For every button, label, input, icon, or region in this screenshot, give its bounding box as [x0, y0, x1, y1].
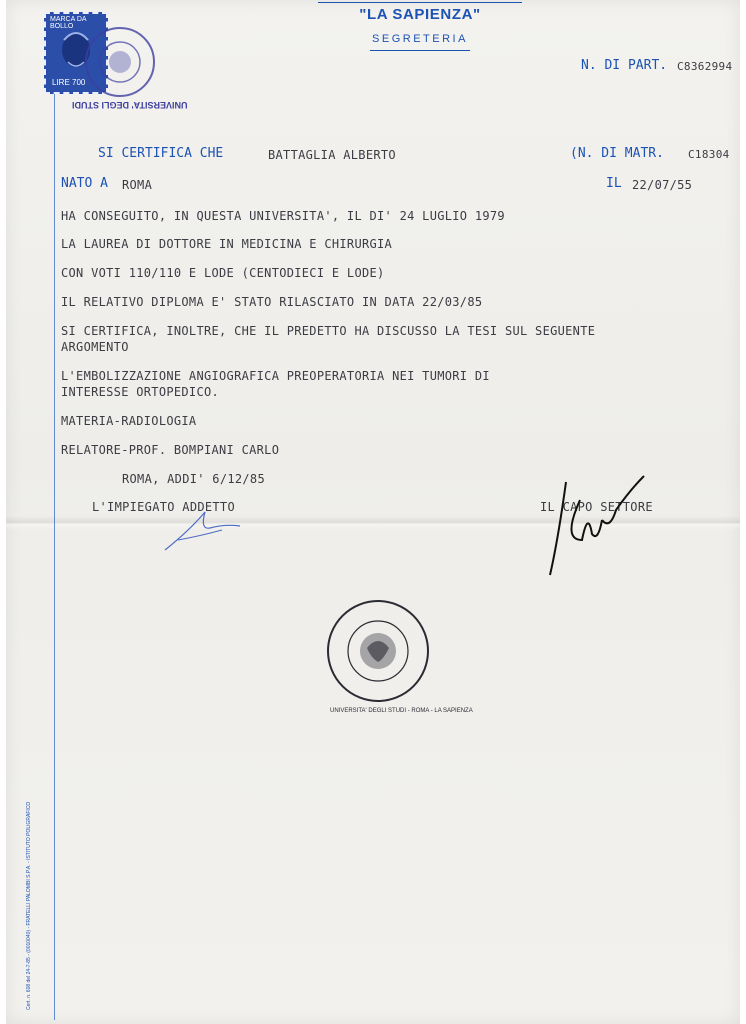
partita-value: C8362994 — [677, 60, 733, 73]
header-top-rule — [318, 2, 522, 3]
institution-title: "LA SAPIENZA" — [359, 6, 481, 23]
supervisor-line: RELATORE-PROF. BOMPIANI CARLO — [61, 443, 280, 457]
university-seal — [323, 596, 433, 706]
born-place: ROMA — [122, 178, 153, 192]
born-date: 22/07/55 — [632, 178, 693, 192]
head-label: IL CAPO SETTORE — [540, 500, 653, 514]
born-date-label: IL — [606, 176, 622, 191]
place-date-line: ROMA, ADDI' 6/12/85 — [122, 472, 265, 486]
candidate-name: BATTAGLIA ALBERTO — [268, 148, 396, 162]
diploma-line: IL RELATIVO DIPLOMA E' STATO RILASCIATO IN DATA 22/03/85 — [61, 295, 483, 309]
thesis-title-line-2: INTERESSE ORTOPEDICO. — [61, 385, 220, 399]
thesis-intro-line-1: SI CERTIFICA, INOLTRE, CHE IL PREDETTO HA DISCUSSO LA TESI SUL SEGUENTE — [61, 324, 596, 338]
printer-note: Cert. n. 608 del 24-7-85 - (0010040) - FRATELLI PALOMBI S.P.A. - ISTITUTO POLIGRAFICO — [26, 801, 32, 1010]
revenue-stamp-label: MARCA DA BOLLO — [50, 16, 87, 30]
margin-line — [54, 20, 55, 1020]
office-title: SEGRETERIA — [372, 33, 468, 45]
thesis-intro-line-2: ARGOMENTO — [61, 340, 129, 354]
partita-label: N. DI PART. — [581, 58, 668, 73]
cancellation-postmark — [80, 22, 160, 102]
head-signature — [540, 470, 650, 580]
clerk-signature — [160, 500, 250, 560]
intro-label: SI CERTIFICA CHE — [98, 146, 224, 161]
clerk-label: L'IMPIEGATO ADDETTO — [92, 500, 235, 514]
header-rule — [370, 50, 470, 51]
postmark-text: UNIVERSITA' DEGLI STUDI — [72, 100, 188, 110]
subject-line: MATERIA-RADIOLOGIA — [61, 414, 197, 428]
degree-line: LA LAUREA DI DOTTORE IN MEDICINA E CHIRURGIA — [61, 237, 393, 251]
grade-line: CON VOTI 110/110 E LODE (CENTODIECI E LODE) — [61, 266, 385, 280]
degree-date-line: HA CONSEGUITO, IN QUESTA UNIVERSITA', IL DI' 24 LUGLIO 1979 — [61, 209, 505, 223]
seal-text: UNIVERSITA' DEGLI STUDI - ROMA - LA SAPIENZA — [330, 708, 473, 714]
thesis-title-line-1: L'EMBOLIZZAZIONE ANGIOGRAFICA PREOPERATORIA NEI TUMORI DI — [61, 369, 490, 383]
matricola-value: C18304 — [688, 148, 730, 161]
revenue-stamp-value: LIRE 700 — [52, 78, 86, 87]
born-label: NATO A — [61, 176, 108, 191]
matricola-label: (N. DI MATR. — [570, 146, 664, 161]
